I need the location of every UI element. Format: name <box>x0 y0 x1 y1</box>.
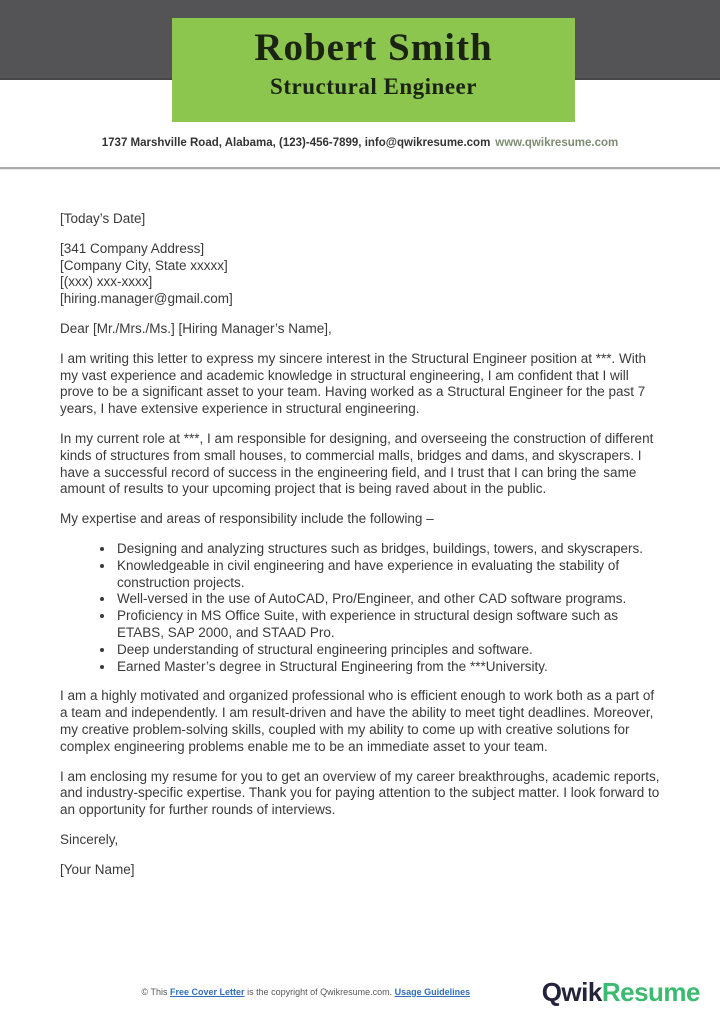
logo-qwik-text: Qwik <box>541 976 602 1007</box>
copyright-line <box>0 987 542 997</box>
intro-paragraph: I am writing this letter to express my sincere interest in the Structural Engineer position at ***. With my vast experience and academic knowledge in structural engineering, I am confident that I will prove to be a significant asset to your team. Having worked as a Structural Engineer for the past 7 years, I have extensive experience in structural engineering. <box>60 350 646 417</box>
signoff: Sincerely, <box>60 831 119 847</box>
candidate-name: Robert Smith <box>254 26 493 69</box>
signature-placeholder: [Your Name] <box>60 861 135 877</box>
qualities-paragraph: I am a highly motivated and organized professional who is efficient enough to work both as a part of a team and independently. I am result-driven and have the ability to meet tight deadlines. Moreover, my creative problem-solving skills, coupled with my ability to come up with creative solutions for complex engineering problems enable me to be an immediate asset to your team. <box>60 688 655 754</box>
salutation: Dear [Mr./Mrs./Ms.] [Hiring Manager’s Name], <box>60 320 332 336</box>
candidate-title: Structural Engineer <box>270 74 477 99</box>
letter-body <box>0 170 720 892</box>
address-line: [Company City, State xxxxx] <box>60 257 228 273</box>
page-footer <box>0 970 720 1014</box>
expertise-bullet: • Proficiency in MS Office Suite, with experience in structural design software such as ETABS, SAP 2000, and STAAD Pro. <box>115 608 660 642</box>
expertise-bullet-list <box>60 541 660 675</box>
usage-guidelines-link[interactable]: Usage Guidelines <box>394 987 471 997</box>
expertise-bullet: • Deep understanding of structural engineering principles and software. <box>115 642 660 659</box>
website-link[interactable]: www.qwikresume.com <box>495 137 619 149</box>
copyright-middle: is the copyright of Qwikresume.com. <box>244 987 395 997</box>
date-placeholder: [Today’s Date] <box>60 211 146 226</box>
company-address-block <box>60 241 660 308</box>
current-role-paragraph: In my current role at ***, I am responsible for designing, and overseeing the construction of different kinds of structures from small houses, to commercial malls, bridges and dams, and skyscrapers. I have a successful record of success in the engineering field, and I trust that I can bring the same amount of results to your upcoming project that is being raved about in the public. <box>60 430 654 497</box>
name-plate <box>172 18 575 122</box>
enclosure-paragraph: I am enclosing my resume for you to get an overview of my career breakthroughs, academic reports, and industry-specific expertise. Thank you for paying attention to the subject matter. I look forward to an opportunity for further rounds of interviews. <box>60 768 660 818</box>
address-line: [(xxx) xxx-xxxx] <box>60 274 153 290</box>
qwikresume-logo <box>542 977 700 1008</box>
expertise-bullet: • Designing and analyzing structures such as bridges, buildings, towers, and skyscrapers. <box>115 541 660 558</box>
address-line: [hiring.manager@gmail.com] <box>60 291 233 307</box>
address-line: [341 Company Address] <box>60 240 205 256</box>
expertise-bullet: • Well-versed in the use of AutoCAD, Pro/Engineer, and other CAD software programs. <box>115 591 660 608</box>
logo-resume-text: Resume <box>601 976 700 1007</box>
expertise-intro: My expertise and areas of responsibility include the following – <box>60 511 434 527</box>
contact-info: 1737 Marshville Road, Alabama, (123)-456-7899, info@qwikresume.com <box>101 137 491 149</box>
copyright-prefix: © This <box>141 987 171 997</box>
contact-line <box>0 137 720 149</box>
expertise-bullet: • Knowledgeable in civil engineering and have experience in evaluating the stability of construction projects. <box>115 558 660 592</box>
expertise-bullet: • Earned Master’s degree in Structural Engineering from the ***University. <box>115 659 660 676</box>
free-cover-letter-link[interactable]: Free Cover Letter <box>170 987 245 997</box>
